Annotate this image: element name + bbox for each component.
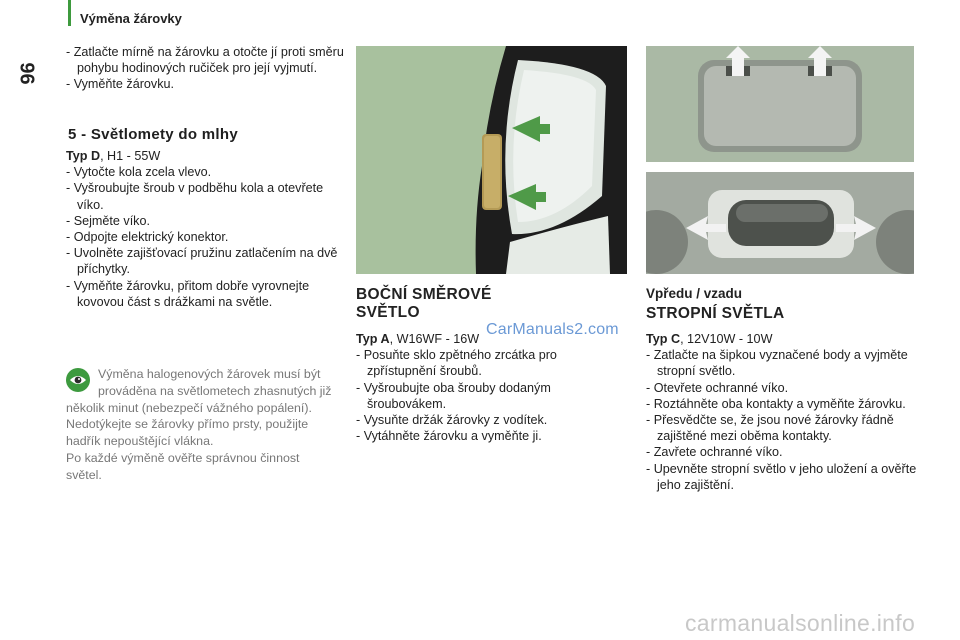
type-line (646, 331, 918, 347)
type-value: , H1 - 55W (100, 149, 161, 163)
ceiling-title: STROPNÍ SVĚTLA (646, 305, 785, 322)
watermark-center: CarManuals2.com (486, 321, 619, 338)
list-item: - Roztáhněte oba kontakty a vyměňte žárovku. (646, 396, 906, 411)
type-label: Typ D (66, 149, 101, 163)
ceiling-subtitle: Vpředu / vzadu (646, 286, 743, 301)
list-item: - Vyměňte žárovku. (66, 77, 175, 92)
page-number: 96 (15, 62, 38, 85)
type-label: Typ C (646, 332, 681, 346)
list-item: - Přesvědčte se, že jsou nové žárovky řádně zajištěné mezi oběma kontakty. (646, 413, 894, 444)
list-item: - Vyšroubujte šroub v podběhu kola a otevřete víko. (66, 181, 324, 212)
title-line-2: SVĚTLO (356, 304, 420, 321)
note-text: Výměna halogenových žárovek musí být prováděna na světlometech zhasnutých již několik minut (nebezpečí vážného popálení). Nedotýkejte se žárovky přímo prsty, použijte hadřík nepouštějící vlákna. (66, 367, 332, 449)
list-item: - Vytáhněte žárovku a vyměňte ji. (356, 429, 542, 444)
type-value: , W16WF - 16W (389, 332, 480, 346)
section-title: 5 - Světlomety do mlhy (68, 126, 238, 143)
list-item: - Odpojte elektrický konektor. (66, 230, 229, 245)
list-item: - Zatlačte na šipkou vyznačené body a vyjměte stropní světlo. (646, 348, 908, 379)
list-item: - Vysuňte držák žárovky z vodítek. (356, 413, 548, 428)
ceiling-light-photo-top (646, 46, 914, 162)
page-header: Výměna žárovky (80, 11, 182, 26)
accent-bar (68, 0, 71, 26)
type-label: Typ A (356, 332, 390, 346)
title-line-1: BOČNÍ SMĚROVÉ (356, 286, 492, 303)
list-item: - Vytočte kola zcela vlevo. (66, 165, 212, 180)
note-text-2: Po každé výměně ověřte správnou činnost světel. (66, 450, 300, 482)
list-item: - Upevněte stropní světlo v jeho uložení a ověřte jeho zajištění. (646, 461, 917, 492)
mirror-photo (356, 46, 627, 274)
fog-light-list (66, 148, 348, 310)
side-indicator-list (356, 331, 628, 444)
list-item: - Zatlačte mírně na žárovku a otočte jí proti směru pohybu hodinových ručiček pro její vyjmutí. (66, 45, 344, 76)
type-line (66, 148, 348, 164)
side-indicator-title (356, 286, 492, 322)
list-item: - Sejměte víko. (66, 213, 150, 228)
watermark-bottom: carmanualsonline.info (685, 610, 916, 636)
list-item: - Vyměňte žárovku, přitom dobře vyrovnejte kovovou část s drážkami na světle. (66, 278, 310, 309)
list-item: - Vyšroubujte oba šrouby dodaným šroubovákem. (356, 380, 551, 411)
ceiling-light-photo-bottom (646, 172, 914, 274)
intro-list (66, 44, 348, 93)
type-value: , 12V10W - 10W (680, 332, 773, 346)
warning-note (66, 366, 336, 484)
list-item: - Uvolněte zajišťovací pružinu zatlačením na dvě příchytky. (66, 246, 338, 277)
list-item: - Otevřete ochranné víko. (646, 380, 789, 395)
list-item: - Posuňte sklo zpětného zrcátka pro zpřístupnění šroubů. (356, 348, 557, 379)
ceiling-list (646, 331, 918, 493)
eye-icon (66, 368, 90, 392)
list-item: - Zavřete ochranné víko. (646, 445, 783, 460)
